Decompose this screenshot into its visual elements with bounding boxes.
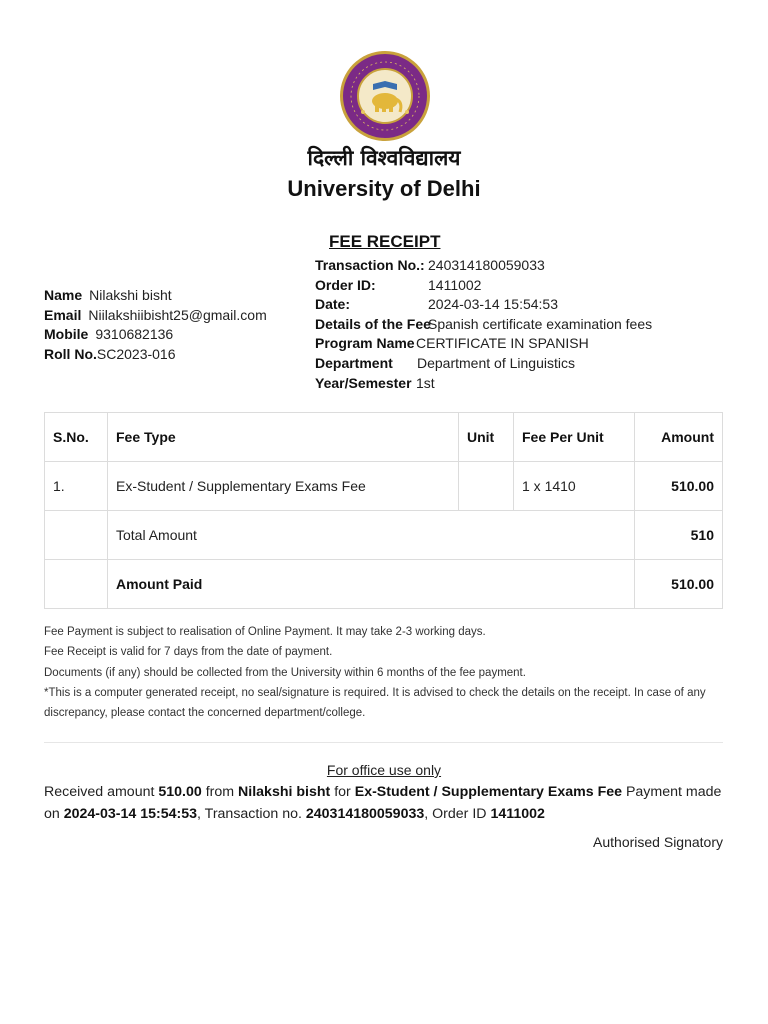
year-row bbox=[315, 374, 652, 394]
cell-sno: 1. bbox=[45, 462, 108, 511]
table-header-row bbox=[45, 413, 723, 462]
office-text-part: , Transaction no. bbox=[197, 806, 306, 822]
txn-row bbox=[315, 256, 652, 276]
total-row bbox=[45, 511, 723, 560]
fee-table bbox=[44, 412, 723, 609]
total-value: 510 bbox=[635, 511, 723, 560]
office-student-name: Nilakshi bisht bbox=[238, 784, 331, 800]
department-name: Department of Linguistics bbox=[417, 354, 575, 371]
office-txn-number: 240314180059033 bbox=[305, 806, 425, 822]
details-row bbox=[315, 315, 652, 335]
department-label: Department bbox=[315, 354, 393, 371]
office-date: 2024-03-14 15:54:53 bbox=[63, 806, 198, 822]
office-order-id: 1411002 bbox=[490, 806, 545, 822]
office-text-part: , Order ID bbox=[424, 806, 491, 822]
office-text-part: from bbox=[201, 784, 239, 800]
student-name: Nilakshi bisht bbox=[89, 287, 172, 303]
receipt-title: FEE RECEIPT bbox=[329, 232, 441, 251]
note-2: Fee Receipt is valid for 7 days from the date of payment. bbox=[44, 646, 333, 659]
office-text-part: Received amount bbox=[44, 784, 159, 800]
paid-label: Amount Paid bbox=[108, 560, 635, 609]
note-3: Documents (if any) should be collected from the University within 6 months of the fee payment. bbox=[44, 666, 526, 679]
student-mobile: 9310682136 bbox=[95, 326, 174, 342]
student-roll: SC2023-016 bbox=[96, 345, 176, 362]
header-amount: Amount bbox=[635, 413, 723, 462]
program-name: CERTIFICATE IN SPANISH bbox=[416, 335, 589, 352]
mobile-label: Mobile bbox=[44, 326, 89, 342]
total-label: Total Amount bbox=[108, 511, 635, 560]
txn-number: 240314180059033 bbox=[428, 257, 545, 273]
note-4: *This is a computer generated receipt, no seal/signature is required. It is advised to check the details on the receipt. In case of any discrepancy, please contact the concerned department/college. bbox=[44, 686, 706, 720]
office-text-part: Payment made on bbox=[44, 784, 722, 822]
year-semester: 1st bbox=[416, 374, 435, 391]
fee-details: Spanish certificate examination fees bbox=[428, 315, 653, 332]
paid-value: 510.00 bbox=[635, 560, 723, 609]
program-row bbox=[315, 334, 652, 354]
txn-label: Transaction No.: bbox=[315, 257, 425, 273]
university-seal-icon bbox=[339, 50, 431, 142]
authorised-signatory: Authorised Signatory bbox=[593, 834, 723, 850]
roll-label: Roll No. bbox=[44, 345, 97, 362]
office-use-text bbox=[44, 781, 726, 825]
office-fee-type: Ex-Student / Supplementary Exams Fee bbox=[354, 784, 623, 800]
cell-amount: 510.00 bbox=[635, 462, 723, 511]
header-sno: S.No. bbox=[45, 413, 108, 462]
office-amount: 510.00 bbox=[158, 784, 202, 800]
year-label: Year/Semester bbox=[315, 374, 412, 391]
table-row bbox=[45, 462, 723, 511]
note-1: Fee Payment is subject to realisation of Online Payment. It may take 2-3 working days. bbox=[44, 626, 486, 638]
office-text-part: for bbox=[330, 784, 355, 800]
cell-fee-per-unit: 1 x 1410 bbox=[514, 462, 635, 511]
student-details bbox=[44, 286, 267, 364]
divider bbox=[44, 742, 723, 743]
student-name-row bbox=[44, 286, 267, 306]
university-name-english: University of Delhi bbox=[287, 176, 481, 201]
date-label: Date: bbox=[315, 296, 351, 313]
university-name-hindi: दिल्ली विश्वविद्यालय bbox=[307, 146, 461, 170]
paid-empty-cell bbox=[45, 560, 108, 609]
details-label: Details of the Fee bbox=[315, 315, 431, 332]
student-email: Niilakshiibisht25@gmail.com bbox=[88, 306, 267, 323]
email-label: Email bbox=[44, 306, 82, 323]
date-row bbox=[315, 295, 652, 315]
cell-unit bbox=[459, 462, 514, 511]
department-row bbox=[315, 354, 652, 374]
order-label: Order ID: bbox=[315, 276, 376, 293]
office-use-title: For office use only bbox=[326, 762, 442, 778]
order-id: 1411002 bbox=[428, 276, 482, 293]
notes-section bbox=[44, 622, 724, 723]
program-label: Program Name bbox=[315, 335, 415, 352]
name-label: Name bbox=[44, 287, 83, 303]
student-roll-row bbox=[44, 345, 267, 365]
header-unit: Unit bbox=[459, 413, 514, 462]
cell-fee-type: Ex-Student / Supplementary Exams Fee bbox=[108, 462, 459, 511]
student-mobile-row bbox=[44, 325, 267, 345]
transaction-details bbox=[315, 256, 652, 393]
total-empty-cell bbox=[45, 511, 108, 560]
university-logo bbox=[339, 50, 431, 142]
paid-row bbox=[45, 560, 723, 609]
header-fee-per-unit: Fee Per Unit bbox=[514, 413, 635, 462]
header-fee-type: Fee Type bbox=[108, 413, 459, 462]
student-email-row bbox=[44, 306, 267, 326]
order-row bbox=[315, 276, 652, 296]
txn-date: 2024-03-14 15:54:53 bbox=[428, 296, 558, 313]
